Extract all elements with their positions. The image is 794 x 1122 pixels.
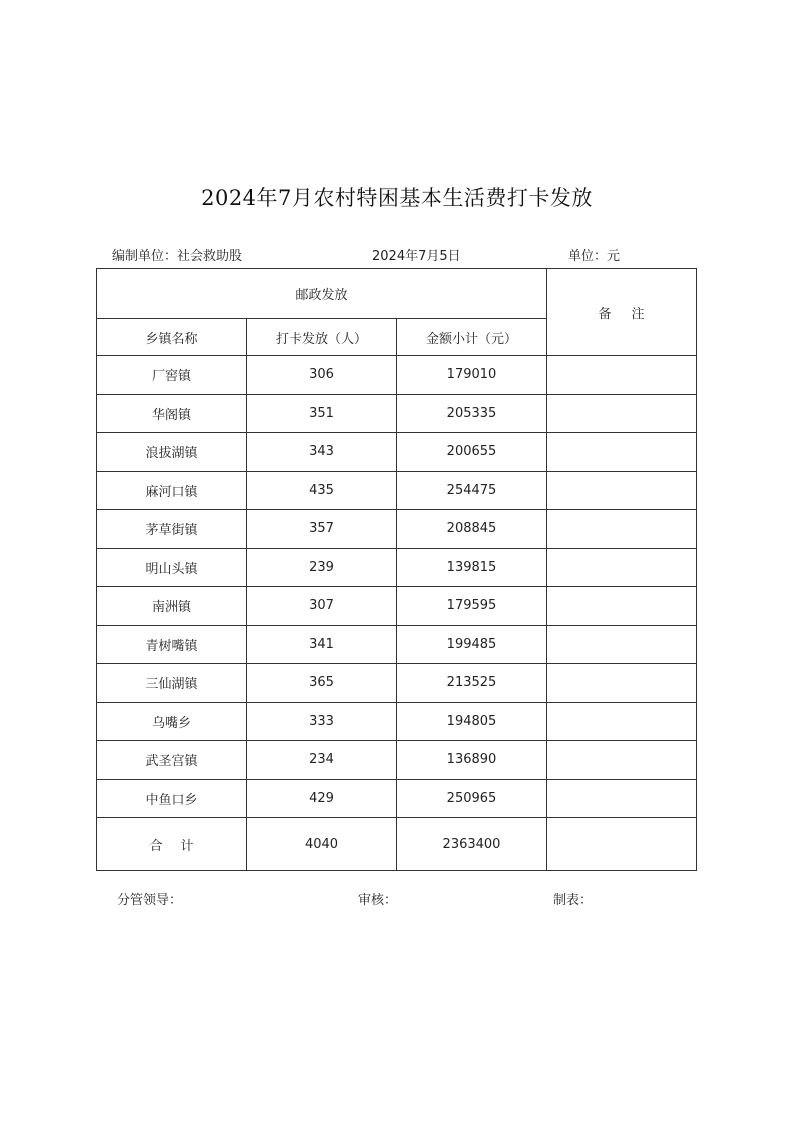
table-row: [97, 356, 697, 395]
table-row: [97, 664, 697, 703]
column-header-people: 打卡发放（人）: [247, 319, 397, 356]
cell-amount: 205335: [397, 394, 547, 433]
total-row: [97, 818, 697, 871]
cell-people: 365: [247, 664, 397, 703]
cell-people: 234: [247, 741, 397, 780]
table-row: [97, 625, 697, 664]
total-people: 4040: [247, 818, 397, 871]
group-header: 邮政发放: [97, 269, 547, 319]
total-label: 合计: [97, 818, 247, 871]
remark-header: 备注: [547, 269, 697, 356]
cell-amount: 139815: [397, 548, 547, 587]
supervisor-label: 分管领导：: [117, 893, 183, 908]
cell-amount: 136890: [397, 741, 547, 780]
cell-town: 明山头镇: [97, 548, 247, 587]
column-header-amount: 金额小计（元）: [397, 319, 547, 356]
cell-amount: 250965: [397, 779, 547, 818]
cell-town: 华阁镇: [97, 394, 247, 433]
cell-remark: [547, 702, 697, 741]
cell-people: 307: [247, 587, 397, 626]
table-row: [97, 433, 697, 472]
cell-town: 南洲镇: [97, 587, 247, 626]
cell-town: 三仙湖镇: [97, 664, 247, 703]
total-remark: [547, 818, 697, 871]
cell-remark: [547, 779, 697, 818]
cell-remark: [547, 548, 697, 587]
cell-people: 435: [247, 471, 397, 510]
cell-remark: [547, 394, 697, 433]
table-row: [97, 394, 697, 433]
cell-amount: 254475: [397, 471, 547, 510]
cell-town: 厂窖镇: [97, 356, 247, 395]
org-label: 编制单位：社会救助股: [112, 249, 243, 264]
unit-label: 单位：元: [568, 249, 621, 264]
cell-people: 239: [247, 548, 397, 587]
cell-amount: 194805: [397, 702, 547, 741]
total-amount: 2363400: [397, 818, 547, 871]
table-row: [97, 548, 697, 587]
cell-people: 333: [247, 702, 397, 741]
cell-town: 浪拔湖镇: [97, 433, 247, 472]
cell-remark: [547, 510, 697, 549]
reviewer-label: 审核：: [358, 893, 398, 908]
page-title: 2024年7月农村特困基本生活费打卡发放: [201, 186, 593, 210]
cell-town: 中鱼口乡: [97, 779, 247, 818]
cell-remark: [547, 587, 697, 626]
cell-amount: 213525: [397, 664, 547, 703]
preparer-label: 制表：: [553, 893, 593, 908]
table-row: [97, 702, 697, 741]
cell-town: 茅草街镇: [97, 510, 247, 549]
cell-people: 351: [247, 394, 397, 433]
cell-amount: 179010: [397, 356, 547, 395]
cell-town: 乌嘴乡: [97, 702, 247, 741]
cell-amount: 200655: [397, 433, 547, 472]
cell-remark: [547, 471, 697, 510]
cell-people: 357: [247, 510, 397, 549]
cell-people: 429: [247, 779, 397, 818]
cell-people: 343: [247, 433, 397, 472]
cell-people: 341: [247, 625, 397, 664]
table-row: [97, 471, 697, 510]
cell-remark: [547, 625, 697, 664]
cell-amount: 208845: [397, 510, 547, 549]
cell-people: 306: [247, 356, 397, 395]
cell-town: 武圣宫镇: [97, 741, 247, 780]
payment-table: [96, 268, 696, 871]
cell-remark: [547, 356, 697, 395]
column-header-town: 乡镇名称: [97, 319, 247, 356]
cell-town: 麻河口镇: [97, 471, 247, 510]
cell-amount: 179595: [397, 587, 547, 626]
cell-remark: [547, 433, 697, 472]
report-date: 2024年7月5日: [372, 249, 461, 264]
table-row: [97, 510, 697, 549]
cell-amount: 199485: [397, 625, 547, 664]
table-row: [97, 587, 697, 626]
cell-remark: [547, 664, 697, 703]
table-row: [97, 741, 697, 780]
table-row: [97, 779, 697, 818]
cell-town: 青树嘴镇: [97, 625, 247, 664]
cell-remark: [547, 741, 697, 780]
